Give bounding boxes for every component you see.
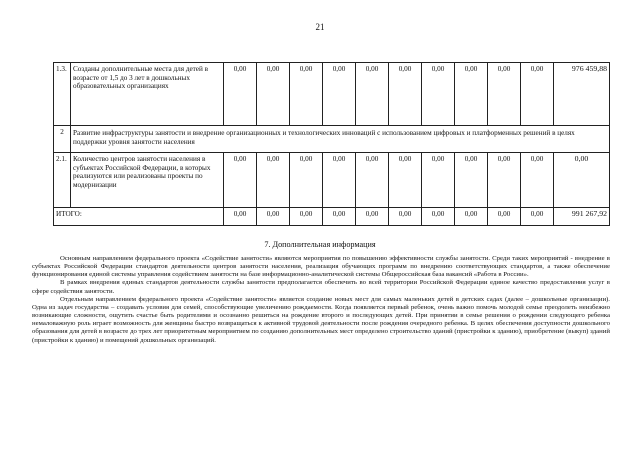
financing-table <box>53 62 610 226</box>
table-cell: 0,00 <box>389 63 422 126</box>
table-cell: 0,00 <box>455 208 488 226</box>
row-number: 2.1. <box>54 153 71 208</box>
table-cell: 0,00 <box>389 208 422 226</box>
table-cell: 0,00 <box>422 153 455 208</box>
table-row <box>54 153 610 208</box>
table-cell: 0,00 <box>290 153 323 208</box>
table-cell: 0,00 <box>290 208 323 226</box>
paragraph: В рамках внедрения единых стандартов деятельности службы занятости предполагается обеспечить во всей территории Российской Федерации единое качество предоставления услуг в сфере содействия занятости. <box>32 279 610 295</box>
table-cell: 0,00 <box>422 208 455 226</box>
row-label: Количество центров занятости населения в субъектах Российской Федерации, в которых реализуются или реализованы проекты по модернизации <box>71 153 224 208</box>
table-cell: 0,00 <box>521 63 554 126</box>
table-cell: 0,00 <box>488 208 521 226</box>
body-text <box>32 255 610 345</box>
table-row <box>54 126 610 153</box>
table-cell: 0,00 <box>356 63 389 126</box>
row-total: 976 459,88 <box>554 63 610 126</box>
total-label: ИТОГО: <box>54 208 224 226</box>
table-cell: 0,00 <box>323 63 356 126</box>
table-cell: 0,00 <box>257 63 290 126</box>
section-title: 7. Дополнительная информация <box>264 240 376 249</box>
table-cell: 0,00 <box>488 153 521 208</box>
table-row <box>54 208 610 226</box>
table-cell: 0,00 <box>224 153 257 208</box>
table-cell: 0,00 <box>455 63 488 126</box>
table-cell: 0,00 <box>389 153 422 208</box>
table-cell: 0,00 <box>290 63 323 126</box>
row-number: 2 <box>54 126 71 153</box>
table-cell: 0,00 <box>356 208 389 226</box>
table-cell: 0,00 <box>323 153 356 208</box>
table-cell: 0,00 <box>224 63 257 126</box>
paragraph: Основным направлением федерального проекта «Содействие занятости» являются мероприятия по повышению эффективности службы занятости. Среди таких мероприятий - внедрение в субъектах Российской Федерации стандартов деятельности центров занятости населения, реализация обучающих программ по внедрению соответствующих стандартов, а также обеспечение функционирования единой системы управления содействием занятости на базе информационно-аналитической системы Общероссийская база вакансий «Работа в России». <box>32 255 610 279</box>
row-total: 991 267,92 <box>554 208 610 226</box>
table-cell: 0,00 <box>224 208 257 226</box>
row-number: 1.3. <box>54 63 71 126</box>
table-cell: 0,00 <box>257 153 290 208</box>
table-cell: 0,00 <box>422 63 455 126</box>
row-label: Созданы дополнительные места для детей в возрасте от 1,5 до 3 лет в дошкольных образовательных организациях <box>71 63 224 126</box>
table-cell: 0,00 <box>521 153 554 208</box>
table-cell: 0,00 <box>323 208 356 226</box>
table-row <box>54 63 610 126</box>
table-cell: 0,00 <box>488 63 521 126</box>
row-total: 0,00 <box>554 153 610 208</box>
table-cell: 0,00 <box>356 153 389 208</box>
page-number: 21 <box>315 22 325 32</box>
paragraph: Отдельным направлением федерального проекта «Содействие занятости» является создание новых мест для самых маленьких детей в детских садах (далее – дошкольные организации). Одна из задач государства – создавать условия для семей, способствующие увеличению рождаемости. Когда появляется первый ребенок, очень важно помочь молодой семье преодолеть неизбежно возникающие сложности, ощутить счастье быть родителями и осознанно решиться на рождение второго и последующих детей. При принятии в семье решения о рождении следующего ребенка немаловажную роль играет возможность для женщины быстро возвращаться к активной трудовой деятельности после рождения очередного ребенка. В целях обеспечения доступности дошкольного образования для детей в возрасте до трех лет приоритетным мероприятием по созданию дополнительных мест определено строительство зданий (пристройки к зданию), приобретение (выкуп) зданий (пристройки к зданию) и помещений дошкольных организаций. <box>32 295 610 344</box>
section-row-text: Развитие инфраструктуры занятости и внедрение организационных и технологических инноваций с использованием цифровых и платформенных решений в целях поддержки уровня занятости населения <box>71 126 610 153</box>
table-cell: 0,00 <box>521 208 554 226</box>
table-cell: 0,00 <box>257 208 290 226</box>
table-cell: 0,00 <box>455 153 488 208</box>
